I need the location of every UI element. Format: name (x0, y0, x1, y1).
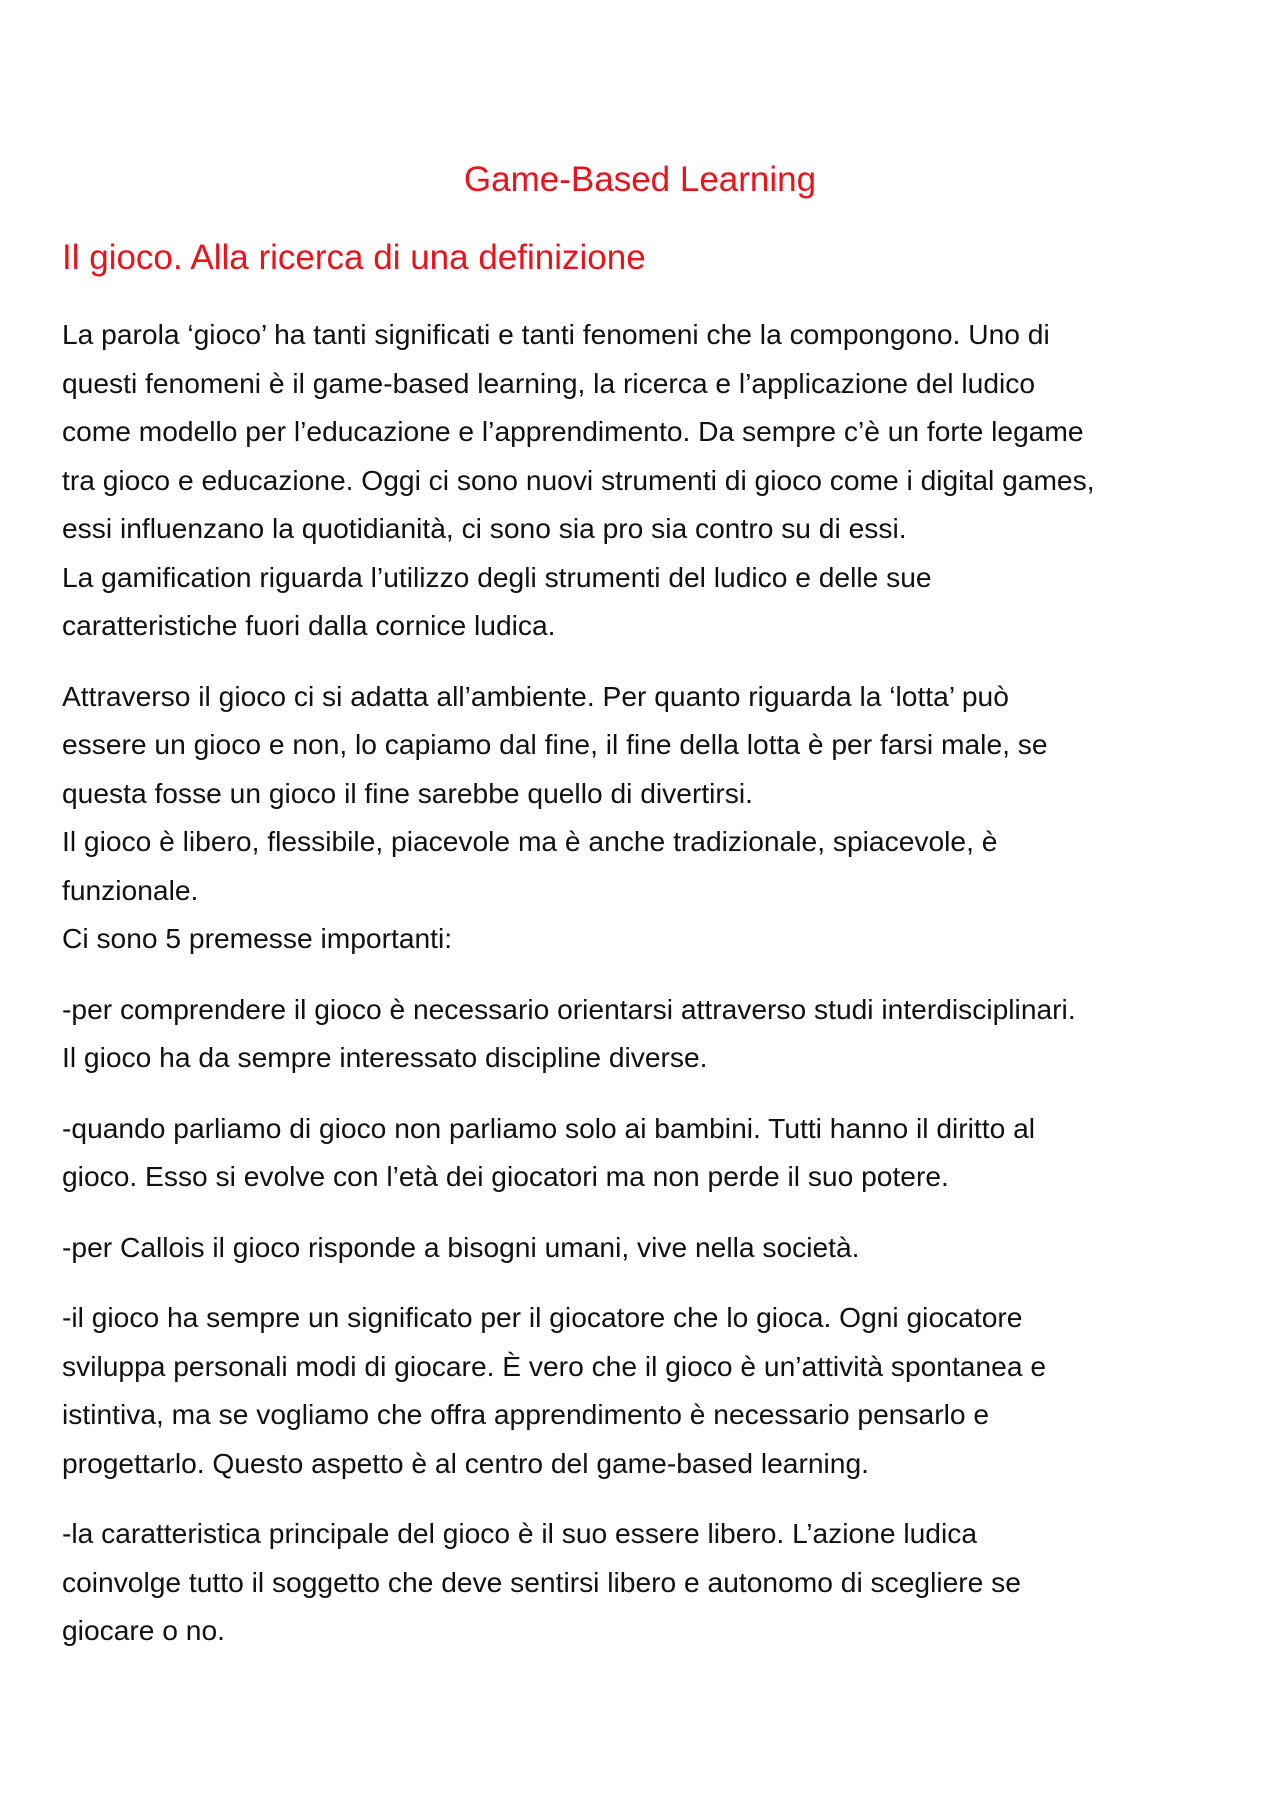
text-line: -per Callois il gioco risponde a bisogni umani, vive nella società. (62, 1230, 860, 1263)
text-line: -per comprendere il gioco è necessario orientarsi attraverso studi interdisciplinari. (62, 992, 1076, 1025)
text-line: funzionale. (62, 873, 199, 906)
premise-item-5 (62, 1509, 1242, 1655)
text-line: -quando parliamo di gioco non parliamo solo ai bambini. Tutti hanno il diritto al (62, 1111, 1036, 1144)
document-body (62, 310, 1242, 1677)
text-line: La gamification riguarda l’utilizzo degli strumenti del ludico e delle sue (62, 560, 932, 593)
text-line: essi influenzano la quotidianità, ci sono sia pro sia contro su di essi. (62, 512, 907, 544)
section-heading: Il gioco. Alla ricerca di una definizione (62, 238, 646, 277)
text-line: coinvolge tutto il soggetto che deve sentirsi libero e autonomo di scegliere se (62, 1565, 1021, 1598)
text-line: -la caratteristica principale del gioco è il suo essere libero. L’azione ludica (62, 1517, 978, 1549)
text-line: come modello per l’educazione e l’apprendimento. Da sempre c’è un forte legame (62, 415, 1084, 447)
premise-item-2 (62, 1104, 1242, 1201)
text-line: Ci sono 5 premesse importanti: (62, 922, 453, 954)
text-line: Attraverso il gioco ci si adatta all’ambiente. Per quanto riguarda la ‘lotta’ può (62, 679, 1009, 712)
text-line: progettarlo. Questo aspetto è al centro del game-based learning. (62, 1446, 869, 1479)
text-line: La parola ‘gioco’ ha tanti significati e tanti fenomeni che la compongono. Uno di (62, 318, 1050, 350)
text-line: gioco. Esso si evolve con l’età dei giocatori ma non perde il suo potere. (62, 1160, 949, 1192)
text-line: essere un gioco e non, lo capiamo dal fine, il fine della lotta è per farsi male, se (62, 728, 1048, 760)
text-line: sviluppa personali modi di giocare. È vero che il gioco è un’attività spontanea e (62, 1349, 1047, 1382)
premise-item-3 (62, 1223, 1242, 1272)
premise-item-1 (62, 985, 1242, 1082)
text-line: istintiva, ma se vogliamo che offra apprendimento è necessario pensarlo e (62, 1398, 990, 1430)
text-line: caratteristiche fuori dalla cornice ludica. (62, 609, 556, 641)
paragraph-intro (62, 310, 1242, 650)
document-title: Game-Based Learning (463, 160, 817, 199)
text-line: giocare o no. (62, 1614, 225, 1646)
text-line: -il gioco ha sempre un significato per il giocatore che lo gioca. Ogni giocatore (62, 1301, 1023, 1333)
paragraph-adaptation (62, 672, 1242, 963)
text-line: questa fosse un gioco il fine sarebbe quello di divertirsi. (62, 776, 753, 809)
text-line: Il gioco ha da sempre interessato discipline diverse. (62, 1041, 708, 1073)
text-line: questi fenomeni è il game-based learning, la ricerca e l’applicazione del ludico (62, 366, 1036, 399)
premise-item-4 (62, 1293, 1242, 1487)
text-line: tra gioco e educazione. Oggi ci sono nuovi strumenti di gioco come i digital games, (62, 463, 1095, 496)
text-line: Il gioco è libero, flessibile, piacevole ma è anche tradizionale, spiacevole, è (62, 825, 998, 857)
